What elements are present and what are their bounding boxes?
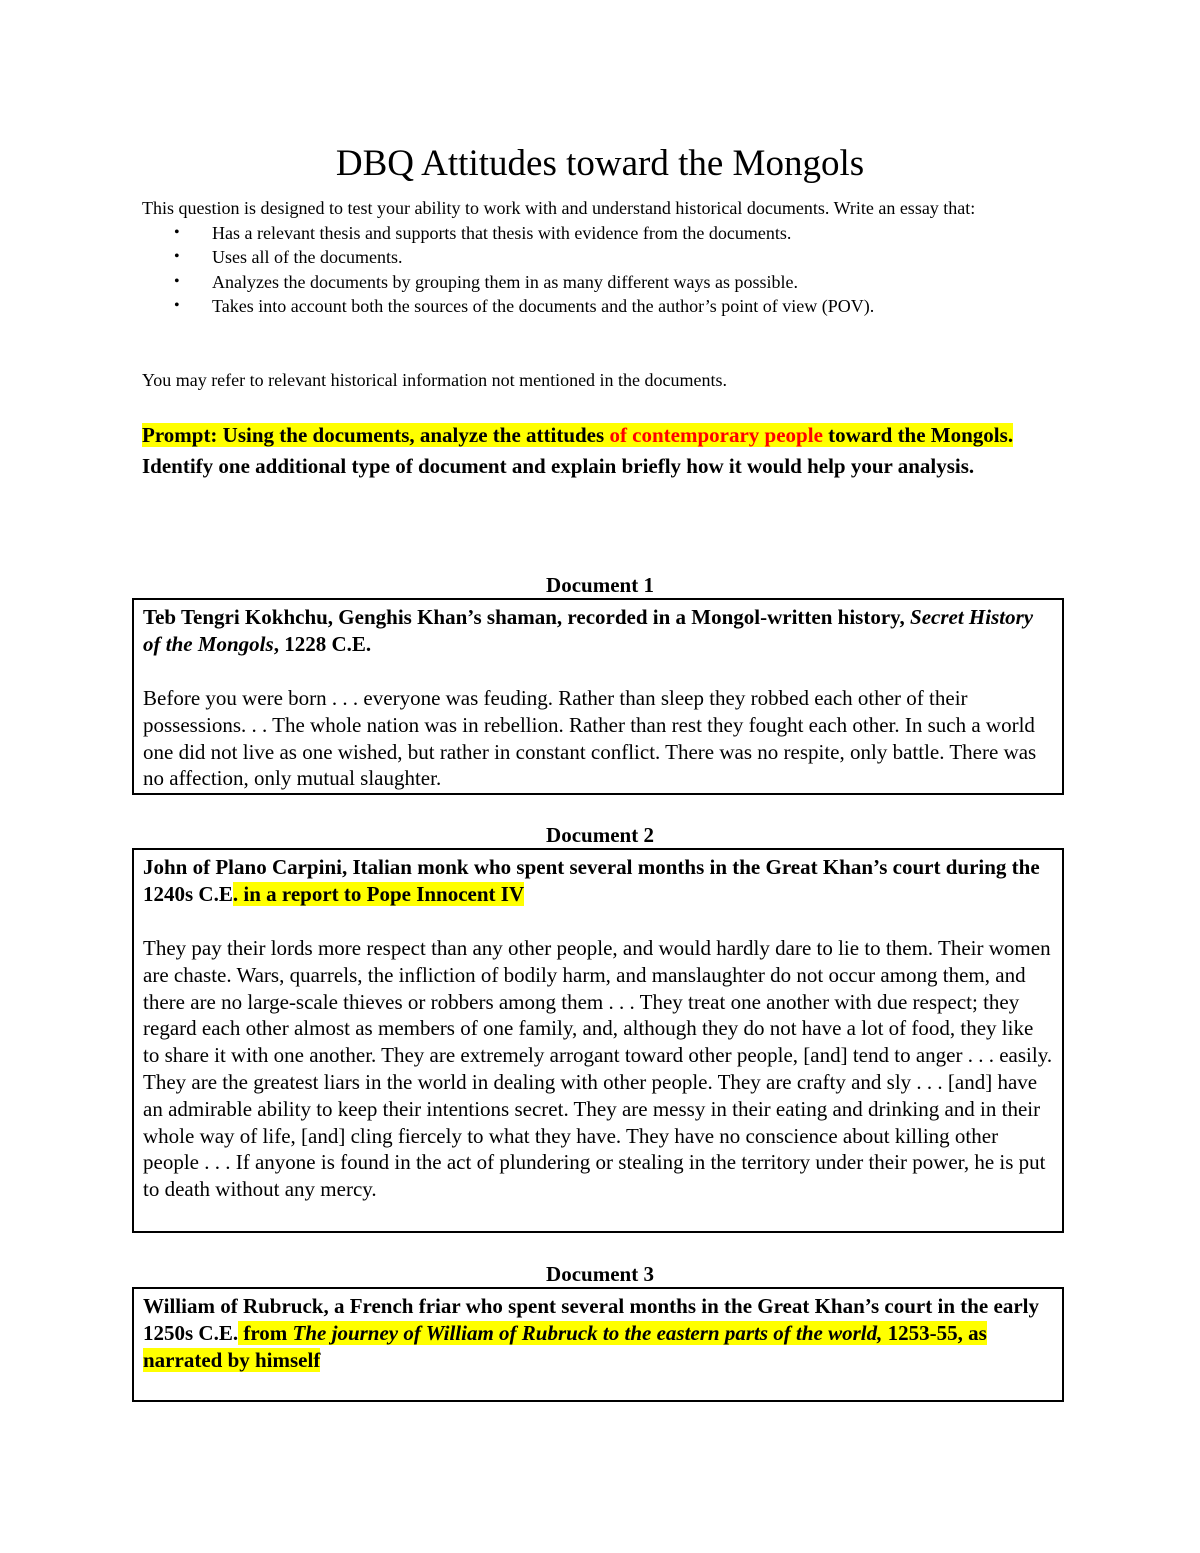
bullet-icon: •	[174, 248, 180, 265]
document-2-heading: Document 2	[546, 823, 654, 847]
page-title: DBQ Attitudes toward the Mongols	[335, 143, 865, 184]
bullet-icon: •	[174, 297, 180, 314]
requirements-list	[142, 221, 1062, 319]
bullet-icon: •	[174, 272, 180, 290]
highlighted-phrase: of contemporary people	[609, 423, 823, 447]
prompt-line-2: Identify one additional type of document and explain briefly how it would help your analysis.	[142, 454, 975, 478]
document-3-source: William of Rubruck, a French friar who spent several months in the Great Khan’s court in the early 1250s C.E. from The journey of William of Rubruck to the eastern parts of the world, 1253-55, as narrated by himself	[143, 1294, 1039, 1372]
list-item: • Uses all of the documents.	[142, 245, 1062, 270]
historical-info-note: You may refer to relevant historical information not mentioned in the documents.	[142, 370, 728, 390]
list-item: • Takes into account both the sources of the documents and the author’s point of view (POV).	[142, 294, 1062, 319]
bullet-icon: •	[174, 223, 180, 241]
list-item: • Has a relevant thesis and supports that thesis with evidence from the documents.	[142, 221, 1062, 246]
list-item: • Analyzes the documents by grouping them in as many different ways as possible.	[142, 270, 1062, 295]
document-3-heading: Document 3	[546, 1262, 654, 1286]
document-1-source: Teb Tengri Kokhchu, Genghis Khan’s shaman, recorded in a Mongol-written history, Secret History of the Mongols, 1228 C.E.	[143, 605, 1034, 656]
document-3-box	[132, 1287, 1064, 1402]
prompt-line-1: Prompt: Using the documents, analyze the attitudes of contemporary people toward the Mongols.	[142, 423, 1014, 447]
document-1-heading: Document 1	[546, 573, 654, 597]
document-2-box	[132, 848, 1064, 1233]
instructions-lead: This question is designed to test your ability to work with and understand historical documents. Write an essay that:	[142, 198, 976, 218]
document-1-box	[132, 598, 1064, 795]
document-1-text: Before you were born . . . everyone was feuding. Rather than sleep they robbed each other of their possessions. . . The whole nation was in rebellion. Rather than rest they fought each other. In such a world one did not live as one wished, but rather in constant conflict. There was no respite, only battle. There was no affection, only mutual slaughter.	[143, 686, 1037, 791]
document-2-source: John of Plano Carpini, Italian monk who spent several months in the Great Khan’s court during the 1240s C.E. in a report to Pope Innocent IV	[143, 855, 1040, 906]
instructions	[142, 196, 1062, 319]
essay-prompt	[142, 420, 1062, 482]
document-2-text: They pay their lords more respect than any other people, and would hardly dare to lie to them. Their women are chaste. Wars, quarrels, the infliction of bodily harm, and manslaughter do not occur among them, and there are no large-scale thieves or robbers among them . . . They treat one another with due respect; they regard each other almost as members of one family, and, although they do not have a lot of food, they like to share it with one another. They are extremely arrogant toward other people, [and] tend to anger . . . easily. They are the greatest liars in the world in dealing with other people. They are crafty and sly . . . [and] have an admirable ability to keep their intentions secret. They are messy in their eating and drinking and in their whole way of life, [and] cling fiercely to what they have. They have no conscience about killing other people . . . If anyone is found in the act of plundering or stealing in the territory under their power, he is put to death without any mercy.	[143, 936, 1053, 1202]
